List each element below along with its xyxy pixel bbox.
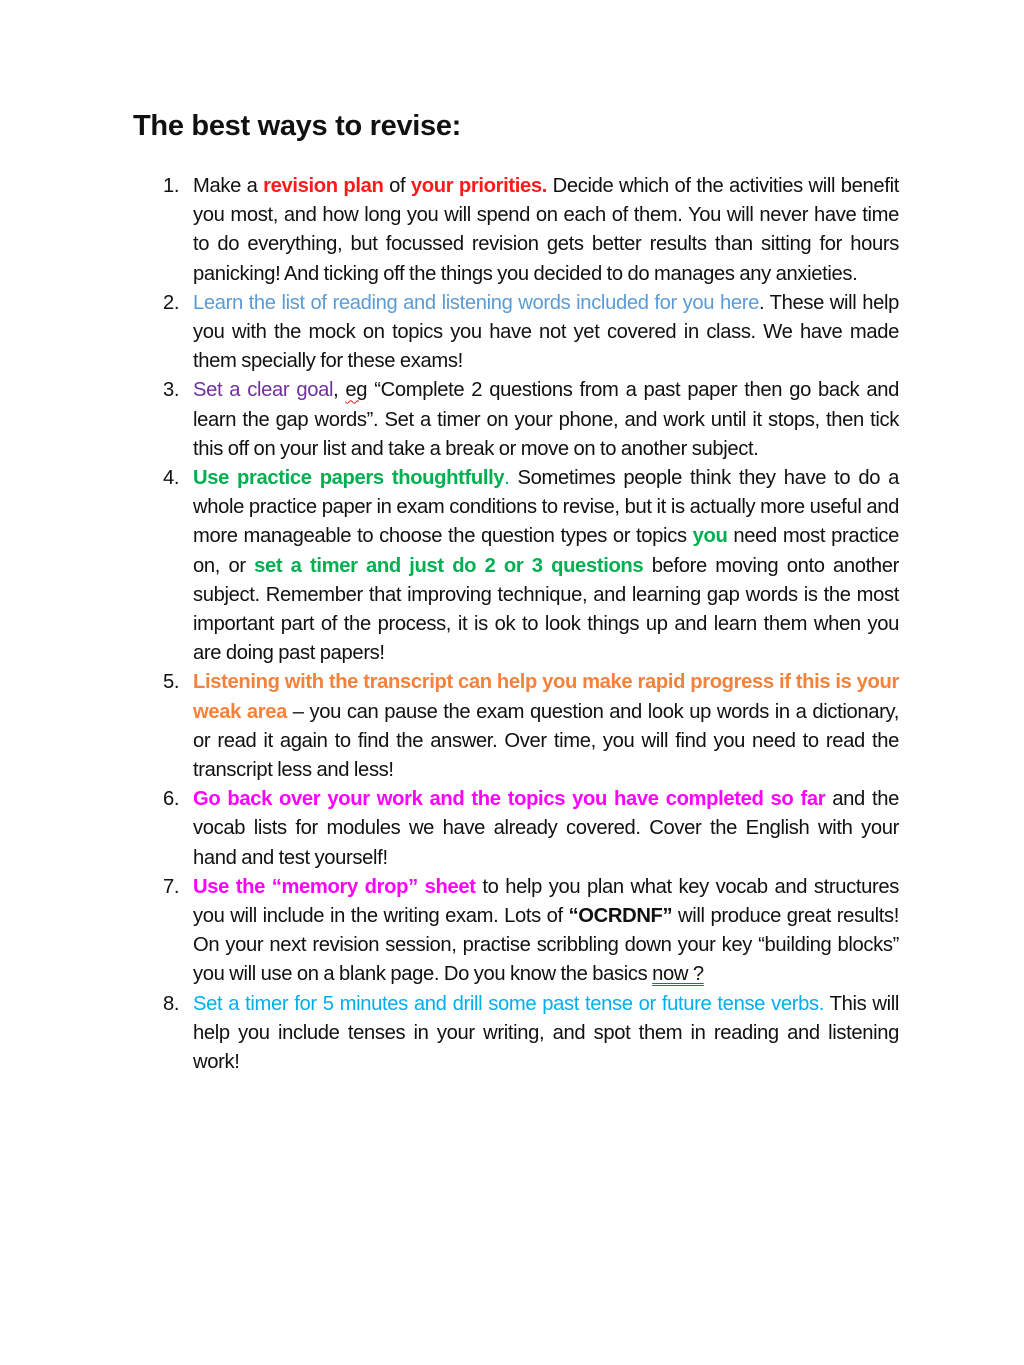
item-text: – you can pause the exam question and look up words in a dictionary, or read it again to find the answer. Over time, you will find you need to read the transcript less and less! bbox=[193, 700, 899, 782]
list-item bbox=[163, 668, 899, 785]
highlight-practice-papers: Use practice papers thoughtfully bbox=[193, 467, 505, 490]
list-number: 3. bbox=[163, 379, 180, 402]
list-number: 6. bbox=[163, 788, 180, 811]
item-text: . bbox=[504, 467, 510, 490]
list-item bbox=[163, 873, 899, 990]
item-text: before moving onto another subject. Remember that improving technique, and learning gap words is the most important part of the process, it is ok to look things up and learn them when you are doing past papers! bbox=[193, 554, 900, 665]
highlight-memory-drop: Use the “memory drop” sheet bbox=[193, 875, 476, 898]
highlight-clear-goal: Set a clear goal bbox=[193, 379, 334, 402]
grammar-check-phrase: now ? bbox=[652, 963, 704, 986]
item-text: and the vocab lists for modules we have already covered. Cover the English with your hand and test yourself! bbox=[193, 788, 899, 869]
item-text: will produce great results! On your next revision session, practise scribbling down your key “building blocks” you will use on a blank page. Do you know the basics bbox=[193, 905, 900, 986]
list-number: 1. bbox=[163, 175, 180, 197]
highlight-tense-drill: Set a timer for 5 minutes and drill some past tense or future tense verbs bbox=[193, 992, 819, 1015]
item-text: . These will help you with the mock on topics you have not yet covered in class. We have made them specially for these exams! bbox=[193, 291, 899, 373]
highlight-your-priorities: your priorities. bbox=[410, 175, 548, 197]
list-item bbox=[163, 990, 899, 1078]
highlight-go-back: Go back over your work and the topics you have completed so far bbox=[193, 788, 826, 811]
item-text: . bbox=[818, 992, 824, 1015]
highlight-you: you bbox=[692, 525, 728, 548]
item-text: , bbox=[333, 379, 346, 402]
list-item bbox=[163, 289, 899, 377]
item-text: Make a bbox=[193, 175, 264, 197]
list-number: 8. bbox=[163, 992, 180, 1015]
list-number: 5. bbox=[163, 671, 180, 694]
item-text: to help you plan what key vocab and structures you will include in the writing exam. Lots of bbox=[193, 875, 899, 928]
list-item bbox=[163, 785, 899, 873]
revision-tips-list bbox=[163, 172, 899, 1077]
list-item bbox=[163, 172, 899, 289]
item-text: of bbox=[383, 175, 411, 197]
highlight-revision-plan: revision plan bbox=[263, 175, 384, 197]
item-text: This will help you include tenses in your writing, and spot them in reading and listening work! bbox=[193, 992, 899, 1074]
list-number: 4. bbox=[163, 467, 180, 490]
list-number: 7. bbox=[163, 875, 180, 898]
list-item bbox=[163, 376, 899, 464]
spellcheck-word: eg bbox=[345, 379, 368, 402]
item-text: Sometimes people think they have to do a whole practice paper in exam conditions to revise, but it is actually more useful and more manageable to choose the question types or topics bbox=[193, 467, 900, 548]
item-text: need most practice on, or bbox=[193, 525, 899, 577]
item-text: “Complete 2 questions from a past paper then go back and learn the gap words”. Set a timer on your phone, and work until it stops, then tick this off on your list and take a break or move on to another subject. bbox=[193, 379, 899, 460]
item-text: Decide which of the activities will benefit you most, and how long you will spend on each of them. You will never have time to do everything, but focussed revision gets better results than sitting for hours panicking! And ticking off the things you decided to do manages any anxieties. bbox=[193, 175, 899, 285]
highlight-word-lists: Learn the list of reading and listening words included for you here bbox=[193, 291, 759, 314]
list-number: 2. bbox=[163, 291, 180, 314]
highlight-ocrdnf: “OCRDNF” bbox=[568, 905, 673, 928]
highlight-set-timer: set a timer and just do 2 or 3 questions bbox=[254, 554, 644, 577]
highlight-listening-transcript: Listening with the transcript can help you make rapid progress if this is your weak area bbox=[193, 671, 899, 723]
document-title: The best ways to revise: bbox=[133, 110, 462, 142]
list-item bbox=[163, 464, 899, 668]
